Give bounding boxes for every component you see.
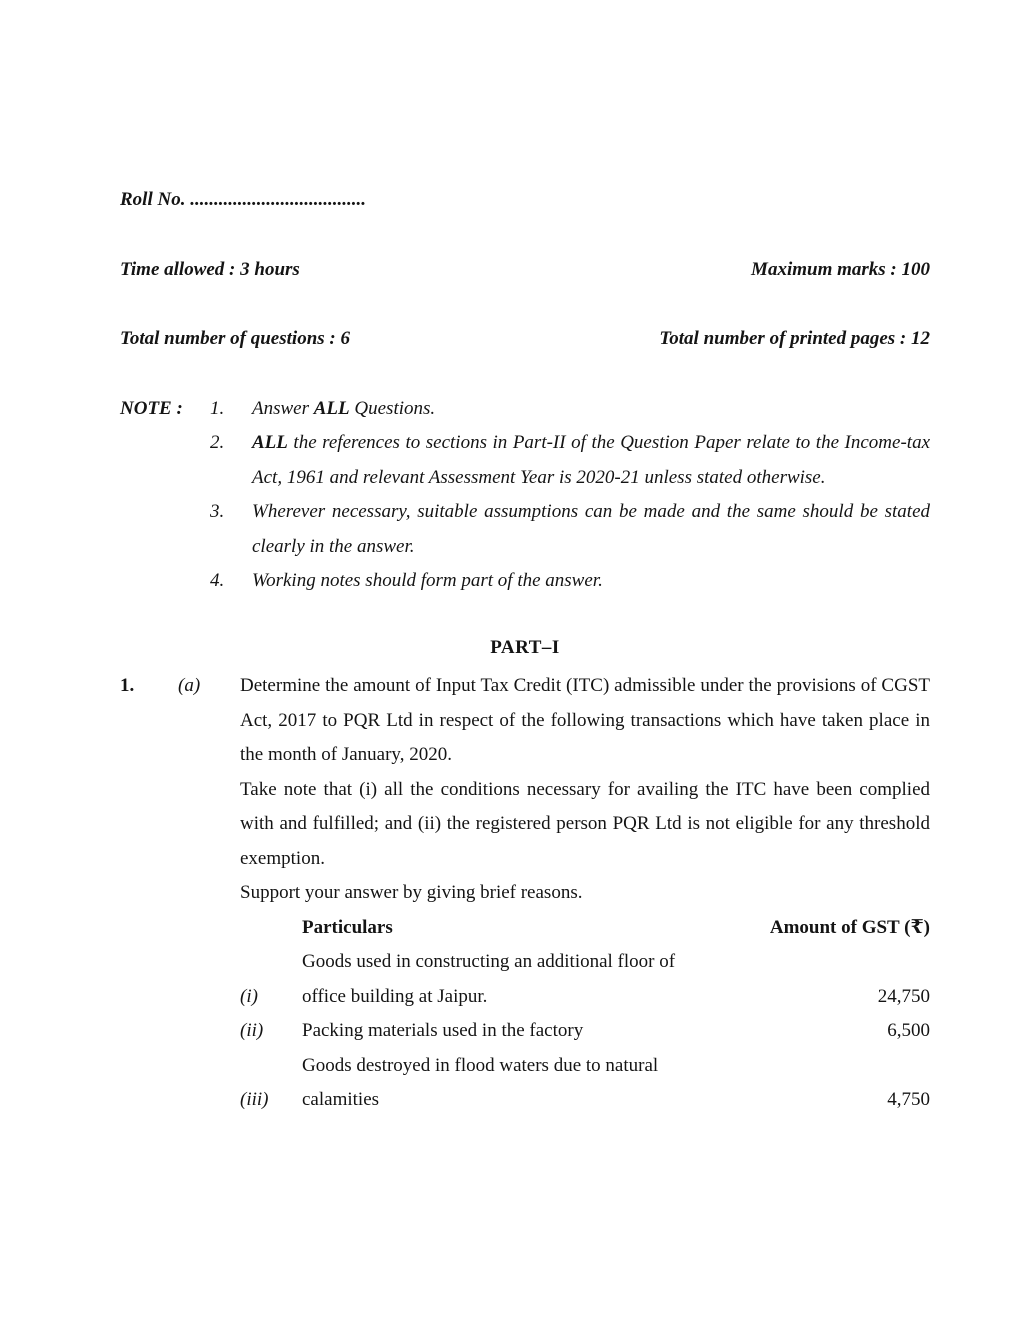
total-pages-label: Total number of printed pages : 12 xyxy=(659,328,930,349)
note-item xyxy=(210,564,930,599)
table-row-amount: 4,750 xyxy=(887,1089,930,1110)
total-questions-label: Total number of questions : 6 xyxy=(120,328,350,349)
column-header-amount: Amount of GST (₹) xyxy=(769,916,930,938)
note-item-text-pre: Answer xyxy=(252,397,314,419)
table-row-particulars: Goods used in constructing an additional floor of office building at Jaipur. xyxy=(302,951,676,1007)
meta-row-time-marks xyxy=(120,253,930,288)
note-item-text xyxy=(252,392,930,427)
note-item-text-post: Working notes should form part of the answer. xyxy=(252,570,603,591)
table-row-particulars: Goods destroyed in flood waters due to natural calamities xyxy=(302,1054,659,1110)
table-row-amount: 6,500 xyxy=(887,1020,930,1041)
note-item-text xyxy=(252,426,930,495)
note-item-number: 4. xyxy=(210,570,225,591)
note-item xyxy=(210,495,930,564)
question-number: 1. xyxy=(120,675,135,696)
part-title: PART–I xyxy=(490,636,560,658)
table-row-number: (i) xyxy=(240,985,258,1007)
note-item xyxy=(210,392,930,427)
table-header-row xyxy=(240,911,930,946)
note-item xyxy=(210,426,930,495)
note-item-number: 3. xyxy=(210,501,225,522)
note-item-number: 2. xyxy=(210,432,225,453)
note-item-text-strong: ALL xyxy=(252,432,288,453)
note-item-text-strong: ALL xyxy=(313,397,350,419)
table-row-number: (iii) xyxy=(240,1089,269,1110)
question-sub-letter: (a) xyxy=(178,675,201,696)
question-1a xyxy=(120,669,930,1118)
question-paragraph: Support your answer by giving brief reasons. xyxy=(240,882,583,903)
time-allowed-label: Time allowed : 3 hours xyxy=(120,258,300,280)
question-body xyxy=(240,669,930,1118)
maximum-marks-label: Maximum marks : 100 xyxy=(751,258,930,280)
question-paragraph: Take note that (i) all the conditions necessary for availing the ITC have been complied with and fulfilled; and (ii) the registered person PQR Ltd is not eligible for any threshold exemption. xyxy=(240,778,930,869)
meta-row-questions-pages xyxy=(120,322,930,357)
note-label: NOTE : xyxy=(120,397,183,419)
table-row xyxy=(240,1014,930,1049)
column-header-particulars: Particulars xyxy=(302,916,393,938)
table-row-particulars: Packing materials used in the factory xyxy=(302,1020,584,1041)
note-item-text xyxy=(252,564,930,599)
table-row-number: (ii) xyxy=(240,1020,264,1041)
note-items xyxy=(210,392,930,599)
table-row xyxy=(240,945,930,1014)
question-paragraph: Determine the amount of Input Tax Credit (ITC) admissible under the provisions of CGST Act, 2017 to PQR Ltd in respect of the following transactions which have taken place in the month of January, 2020. xyxy=(240,675,930,765)
note-item-number: 1. xyxy=(210,397,225,419)
table-row-amount: 24,750 xyxy=(877,985,930,1007)
note-item-text-post: Wherever necessary, suitable assumptions can be made and the same should be stated clearly in the answer. xyxy=(252,501,930,557)
note-item-text xyxy=(252,495,930,564)
note-block xyxy=(120,392,930,599)
roll-no-line: Roll No. ..................................... xyxy=(120,189,366,210)
table-row xyxy=(240,1049,930,1118)
note-item-text-post: Questions. xyxy=(349,397,436,419)
note-item-text-post: the references to sections in Part-II of the Question Paper relate to the Income-tax Act, 1961 and relevant Assessment Year is 2020-21 unless stated otherwise. xyxy=(252,432,930,488)
